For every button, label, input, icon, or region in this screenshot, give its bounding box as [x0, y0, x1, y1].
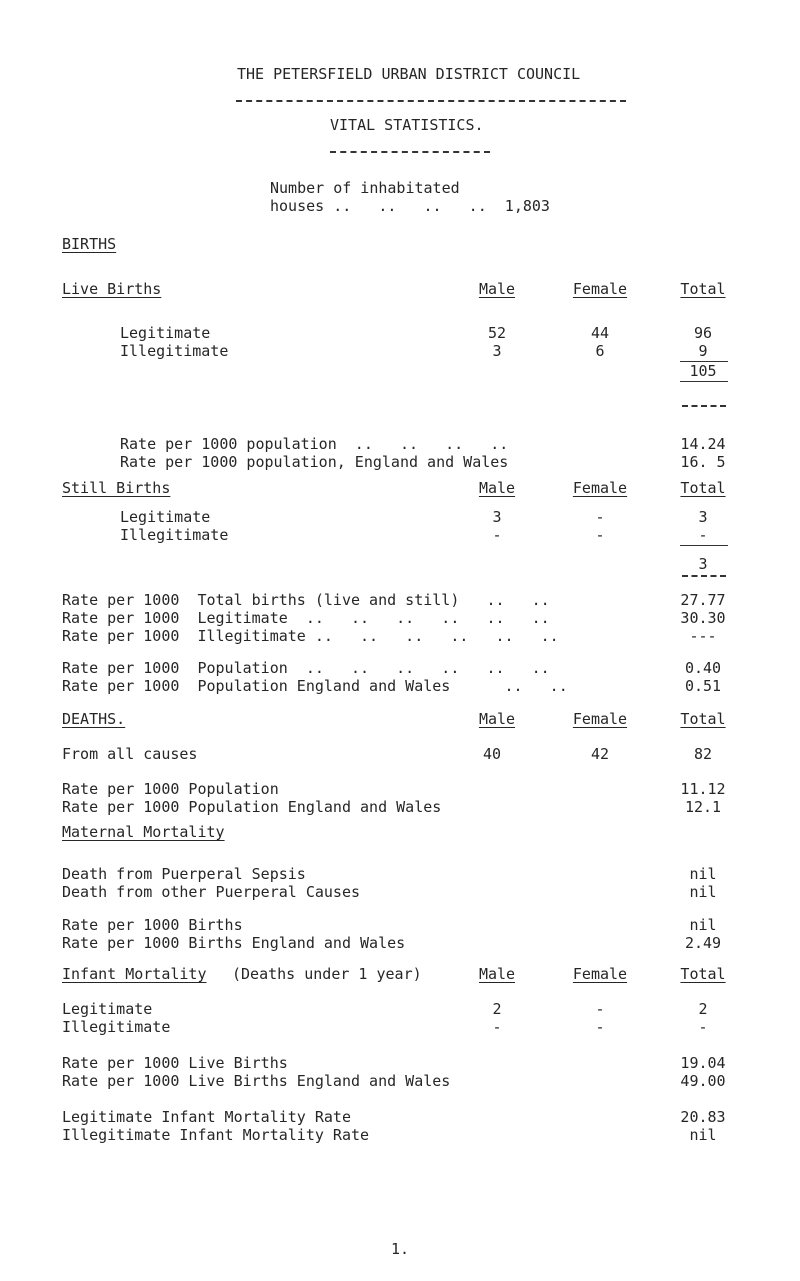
- birth-rate-total-value: 27.77: [680, 591, 726, 609]
- still-legit-label: Legitimate: [120, 508, 211, 526]
- still-total-underline: [682, 575, 726, 577]
- deaths-rate2-label: Rate per 1000 Population England and Wales: [62, 798, 442, 816]
- live-births-col-female: Female: [572, 280, 628, 298]
- maternal-heading: Maternal Mortality: [62, 823, 225, 841]
- live-legit-male: 52: [487, 324, 507, 342]
- deaths-all-label: From all causes: [62, 745, 198, 763]
- infant-legit-female: -: [595, 1000, 605, 1018]
- live-grand-total: 105: [689, 362, 717, 380]
- still-illegit-label: Illegitimate: [120, 526, 229, 544]
- maternal-other-value: nil: [689, 883, 717, 901]
- birth-rate-legit-label: Rate per 1000 Legitimate .. .. .. .. .. ..: [62, 609, 550, 627]
- live-legit-female: 44: [590, 324, 610, 342]
- still-births-col-female: Female: [572, 479, 628, 497]
- live-births-col-total: Total: [680, 280, 726, 298]
- still-rate-pop-value: 0.40: [684, 659, 722, 677]
- still-illegit-female: -: [595, 526, 605, 544]
- deaths-all-total: 82: [693, 745, 713, 763]
- infant-legit-male: 2: [492, 1000, 502, 1018]
- still-rate-ew-label: Rate per 1000 Population England and Wales .. ..: [62, 677, 568, 695]
- infant-heading: Infant Mortality: [62, 965, 207, 983]
- infant-rate2-value: 49.00: [680, 1072, 726, 1090]
- maternal-rate2-label: Rate per 1000 Births England and Wales: [62, 934, 406, 952]
- deaths-heading: DEATHS.: [62, 710, 126, 728]
- birth-rate-illegit-value: ---: [689, 627, 717, 645]
- deaths-all-male: 40: [482, 745, 502, 763]
- subtitle-rule: [330, 151, 490, 153]
- still-births-label: Still Births: [62, 479, 171, 497]
- infant-heading-note: (Deaths under 1 year): [232, 965, 422, 983]
- deaths-rate1-value: 11.12: [680, 780, 726, 798]
- live-illegit-female: 6: [595, 342, 605, 360]
- infant-col-female: Female: [572, 965, 628, 983]
- live-rate1-value: 14.24: [680, 435, 726, 453]
- infant-illegit-male: -: [492, 1018, 502, 1036]
- birth-rate-total-label: Rate per 1000 Total births (live and still) .. ..: [62, 591, 550, 609]
- page-number: 1.: [390, 1240, 410, 1258]
- page-title: THE PETERSFIELD URBAN DISTRICT COUNCIL: [237, 65, 581, 83]
- maternal-sepsis-value: nil: [689, 865, 717, 883]
- live-rate2-label: Rate per 1000 population, England and Wales: [120, 453, 509, 471]
- birth-rate-illegit-label: Rate per 1000 Illegitimate .. .. .. .. .. ..: [62, 627, 559, 645]
- still-legit-female: -: [595, 508, 605, 526]
- houses-label-line1: Number of inhabitated: [270, 179, 460, 197]
- still-total-rule-top: [680, 545, 728, 546]
- still-rate-ew-value: 0.51: [684, 677, 722, 695]
- still-legit-total: 3: [698, 508, 708, 526]
- maternal-rate1-value: nil: [689, 916, 717, 934]
- deaths-col-female: Female: [572, 710, 628, 728]
- maternal-other-label: Death from other Puerperal Causes: [62, 883, 361, 901]
- deaths-all-female: 42: [590, 745, 610, 763]
- infant-legit-label: Legitimate: [62, 1000, 153, 1018]
- births-heading: BIRTHS: [62, 235, 117, 253]
- deaths-col-total: Total: [680, 710, 726, 728]
- live-total-underline: [682, 405, 726, 407]
- live-legit-label: Legitimate: [120, 324, 211, 342]
- live-births-label: Live Births: [62, 280, 162, 298]
- infant-rate2-label: Rate per 1000 Live Births England and Wales: [62, 1072, 451, 1090]
- infant-col-total: Total: [680, 965, 726, 983]
- infant-illegit-total: -: [698, 1018, 708, 1036]
- still-births-col-male: Male: [478, 479, 516, 497]
- still-illegit-male: -: [492, 526, 502, 544]
- infant-rate1-label: Rate per 1000 Live Births: [62, 1054, 288, 1072]
- live-illegit-total: 9: [698, 342, 708, 360]
- title-rule: [236, 100, 626, 102]
- still-rate-pop-label: Rate per 1000 Population .. .. .. .. .. ..: [62, 659, 550, 677]
- infant-illegit-rate-value: nil: [689, 1126, 717, 1144]
- deaths-col-male: Male: [478, 710, 516, 728]
- still-illegit-total: -: [698, 526, 708, 544]
- live-illegit-male: 3: [492, 342, 502, 360]
- page-subtitle: VITAL STATISTICS.: [330, 116, 484, 134]
- houses-label-line2: houses .. .. .. .. 1,803: [270, 197, 550, 215]
- infant-legit-rate-label: Legitimate Infant Mortality Rate: [62, 1108, 351, 1126]
- live-illegit-label: Illegitimate: [120, 342, 229, 360]
- infant-legit-rate-value: 20.83: [680, 1108, 726, 1126]
- maternal-sepsis-label: Death from Puerperal Sepsis: [62, 865, 306, 883]
- maternal-rate2-value: 2.49: [684, 934, 722, 952]
- infant-illegit-rate-label: Illegitimate Infant Mortality Rate: [62, 1126, 370, 1144]
- still-births-col-total: Total: [680, 479, 726, 497]
- infant-col-male: Male: [478, 965, 516, 983]
- infant-legit-total: 2: [698, 1000, 708, 1018]
- live-rate2-value: 16. 5: [680, 453, 726, 471]
- infant-rate1-value: 19.04: [680, 1054, 726, 1072]
- deaths-rate2-value: 12.1: [684, 798, 722, 816]
- live-births-col-male: Male: [478, 280, 516, 298]
- birth-rate-legit-value: 30.30: [680, 609, 726, 627]
- live-total-rule-bottom: [680, 381, 728, 382]
- still-grand-total: 3: [698, 555, 708, 573]
- infant-illegit-female: -: [595, 1018, 605, 1036]
- deaths-rate1-label: Rate per 1000 Population: [62, 780, 279, 798]
- live-rate1-label: Rate per 1000 population .. .. .. ..: [120, 435, 509, 453]
- still-legit-male: 3: [492, 508, 502, 526]
- infant-illegit-label: Illegitimate: [62, 1018, 171, 1036]
- maternal-rate1-label: Rate per 1000 Births: [62, 916, 243, 934]
- live-legit-total: 96: [693, 324, 713, 342]
